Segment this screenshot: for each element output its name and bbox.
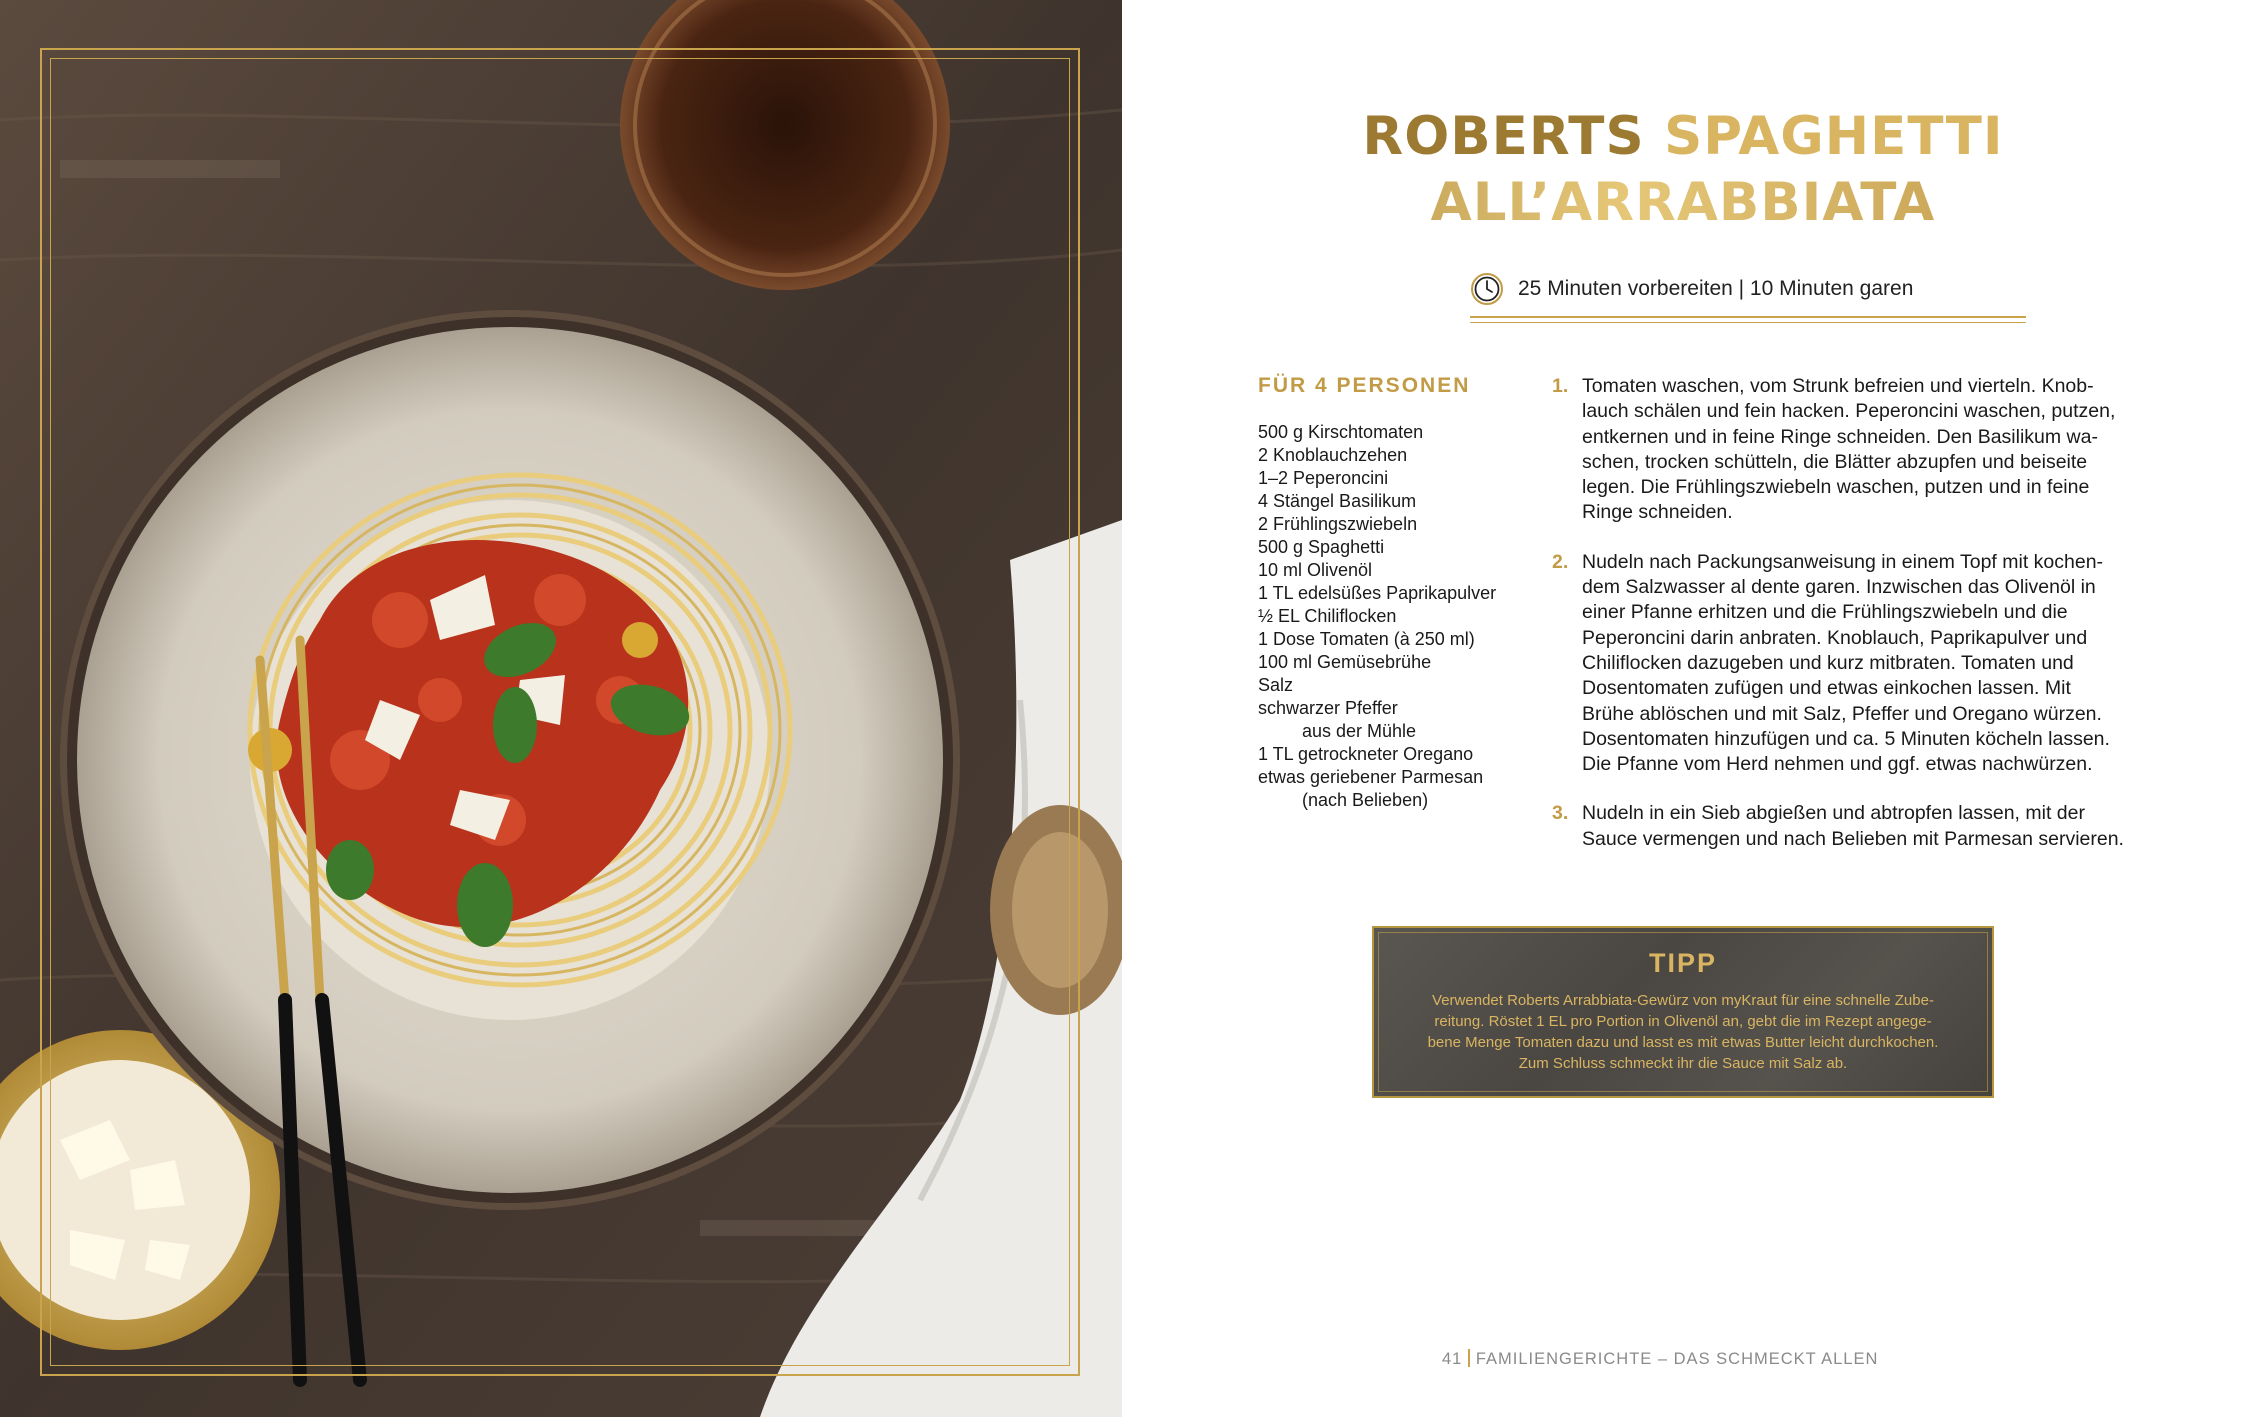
ingredient-item-continued: aus der Mühle: [1302, 721, 1417, 741]
ingredient-list: [1258, 421, 1518, 812]
ingredient-item: 1 TL edelsüßes Paprikapulver: [1258, 583, 1497, 603]
ingredient-item: etwas geriebener Parmesan: [1258, 767, 1484, 787]
tip-box: [1372, 926, 1994, 1098]
step-number: 1.: [1552, 375, 1569, 397]
recipe-title: [1122, 104, 2244, 236]
step-text: Tomaten waschen, vom Strunk befreien und vierteln. Knob- lauch schälen und fein hacken. Peperoncini waschen, putzen, entkernen und in feine Ringe schneiden. Den Basilikum wa- schen, trocken schütteln, die Blätter abzupfen und beiseite legen. Die Frühlingszwiebeln waschen, putzen und in feine Ringe schneiden.: [1582, 375, 2116, 524]
servings-heading: FÜR 4 PERSONEN: [1258, 374, 1471, 397]
recipe-title-line1: [1122, 104, 2244, 170]
step-number: 2.: [1552, 550, 1569, 573]
time-text: 25 Minuten vorbereiten | 10 Minuten garen: [1518, 277, 1914, 300]
ingredient-item: 1 Dose Tomaten (à 250 ml): [1258, 629, 1475, 649]
ingredient-item: 500 g Spaghetti: [1258, 537, 1385, 557]
step-text: Nudeln in ein Sieb abgießen und abtropfen lassen, mit der Sauce vermengen und nach Belieben mit Parmesan servieren.: [1582, 802, 2124, 850]
time-divider: [1470, 316, 2026, 318]
photo-frame: [40, 48, 1080, 1376]
title-word-spaghetti: SPAGHETTI: [1664, 106, 2004, 167]
ingredient-item: 4 Stängel Basilikum: [1258, 491, 1417, 511]
step-number: 3.: [1552, 802, 1569, 825]
instruction-step: [1552, 374, 2242, 526]
page-number: 41: [1442, 1350, 1463, 1368]
instruction-step: [1552, 801, 2242, 852]
time-divider-thin: [1470, 322, 2026, 323]
footer-separator: [1468, 1349, 1470, 1367]
section-title: FAMILIENGERICHTE – DAS SCHMECKT ALLEN: [1475, 1350, 1879, 1368]
ingredient-item-continued: (nach Belieben): [1302, 790, 1429, 810]
ingredient-item: 500 g Kirschtomaten: [1258, 422, 1424, 442]
step-text: Nudeln nach Packungsanweisung in einem Topf mit kochen- dem Salzwasser al dente garen. Inzwischen das Olivenöl in einer Pfanne erhitzen und die Frühlingszwiebeln und die Peperoncini darin anbraten. Knoblauch, Paprikapulver und Chiliflocken dazugeben und kurz mitbraten. Tomaten und Dosentomaten zufügen und etwas einkochen lassen. Mit Brühe ablöschen und mit Salz, Pfeffer und Oregano würzen. Dosentomaten hinzufügen und ca. 5 Minuten köcheln lassen. Die Pfanne vom Herd nehmen und ggf. etwas nachwürzen.: [1582, 550, 2110, 776]
ingredient-item: 2 Knoblauchzehen: [1258, 445, 1408, 465]
instruction-list: [1552, 374, 2242, 876]
ingredient-item: Salz: [1258, 675, 1294, 695]
tip-title: TIPP: [1648, 948, 1717, 978]
time-info: [1470, 268, 2026, 328]
instruction-step: [1552, 550, 2242, 778]
ingredient-item: 100 ml Gemüsebrühe: [1258, 652, 1432, 672]
ingredient-item: schwarzer Pfeffer: [1258, 698, 1398, 718]
ingredient-item: 1–2 Peperoncini: [1258, 468, 1389, 488]
ingredient-item: ½ EL Chiliflocken: [1258, 606, 1397, 626]
title-word-roberts: ROBERTS: [1362, 106, 1645, 167]
ingredient-item: 2 Frühlingszwiebeln: [1258, 514, 1418, 534]
ingredient-item: 1 TL getrockneter Oregano: [1258, 744, 1474, 764]
tip-text: Verwendet Roberts Arrabbiata-Gewürz von myKraut für eine schnelle Zube- reitung. Röstet 1 EL pro Portion in Olivenöl an, gebt die im Rezept angege- bene Menge Tomaten dazu und lasst es mit etwas Butter leicht durchkochen. Zum Schluss schmeckt ihr die Sauce mit Salz ab.: [1427, 992, 1939, 1072]
page-footer: [1442, 1349, 1878, 1369]
ingredient-item: 10 ml Olivenöl: [1258, 560, 1373, 580]
clock-icon: [1470, 272, 1504, 306]
recipe-page: [1122, 0, 2244, 1417]
recipe-title-line2: ALL’ARRABBIATA: [1122, 170, 2244, 236]
